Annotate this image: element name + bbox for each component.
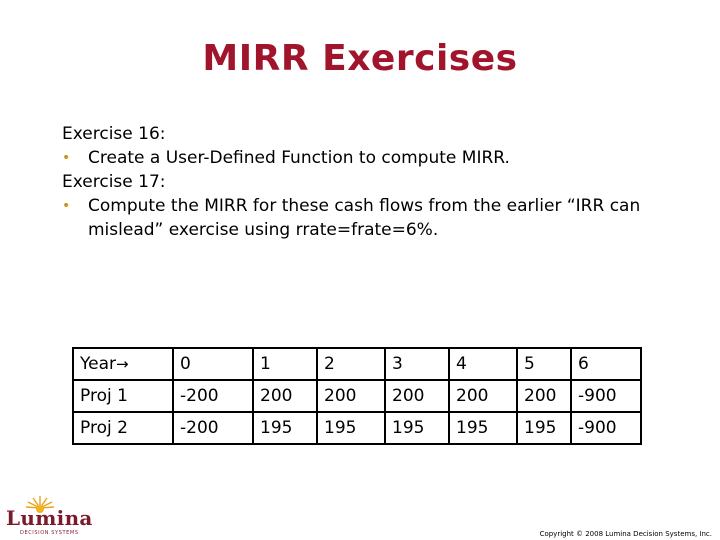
year-cell: 4 <box>449 348 517 380</box>
slide-body <box>62 122 692 242</box>
table-cell: 195 <box>517 412 571 444</box>
year-cell: 6 <box>571 348 641 380</box>
year-cell: 2 <box>317 348 385 380</box>
table-header-row <box>73 348 641 380</box>
bullet-icon: • <box>62 198 71 214</box>
exercise-17-bullet-text-line1: Compute the MIRR for these cash flows from the earlier “IRR can <box>88 196 641 216</box>
table-cell: 200 <box>253 380 317 412</box>
slide-title: MIRR Exercises <box>202 38 518 79</box>
table-cell: -200 <box>173 412 253 444</box>
exercise-17-bullet <box>62 194 692 218</box>
year-header-cell: Year→ <box>73 348 173 380</box>
table-cell: 195 <box>385 412 449 444</box>
table-cell: -900 <box>571 412 641 444</box>
table-row <box>73 380 641 412</box>
table-cell: 200 <box>317 380 385 412</box>
row-label: Proj 2 <box>73 412 173 444</box>
table-cell: 195 <box>449 412 517 444</box>
logo-subtitle: DECISION SYSTEMS <box>20 530 79 536</box>
exercise-16-heading: Exercise 16: <box>62 124 166 144</box>
lumina-logo <box>6 492 96 536</box>
table-cell: 200 <box>385 380 449 412</box>
table-cell: -900 <box>571 380 641 412</box>
year-cell: 3 <box>385 348 449 380</box>
year-cell: 5 <box>517 348 571 380</box>
logo-wordmark: Lumina <box>6 506 93 530</box>
year-cell: 1 <box>253 348 317 380</box>
exercise-16-bullet-text: Create a User-Defined Function to compute MIRR. <box>88 148 510 168</box>
table-row <box>73 412 641 444</box>
row-label: Proj 1 <box>73 380 173 412</box>
table-cell: -200 <box>173 380 253 412</box>
exercise-17-bullet-text-line2: mislead” exercise using rrate=frate=6%. <box>88 220 439 240</box>
table-cell: 200 <box>517 380 571 412</box>
exercise-16-bullet <box>62 146 692 170</box>
bullet-icon: • <box>62 150 71 166</box>
table-cell: 195 <box>317 412 385 444</box>
year-cell: 0 <box>173 348 253 380</box>
table-cell: 195 <box>253 412 317 444</box>
table-cell: 200 <box>449 380 517 412</box>
cash-flow-table <box>72 347 642 445</box>
arrow-right-icon: → <box>116 355 129 373</box>
copyright-text: Copyright © 2008 Lumina Decision Systems, Inc. <box>539 530 712 538</box>
exercise-17-heading: Exercise 17: <box>62 172 166 192</box>
